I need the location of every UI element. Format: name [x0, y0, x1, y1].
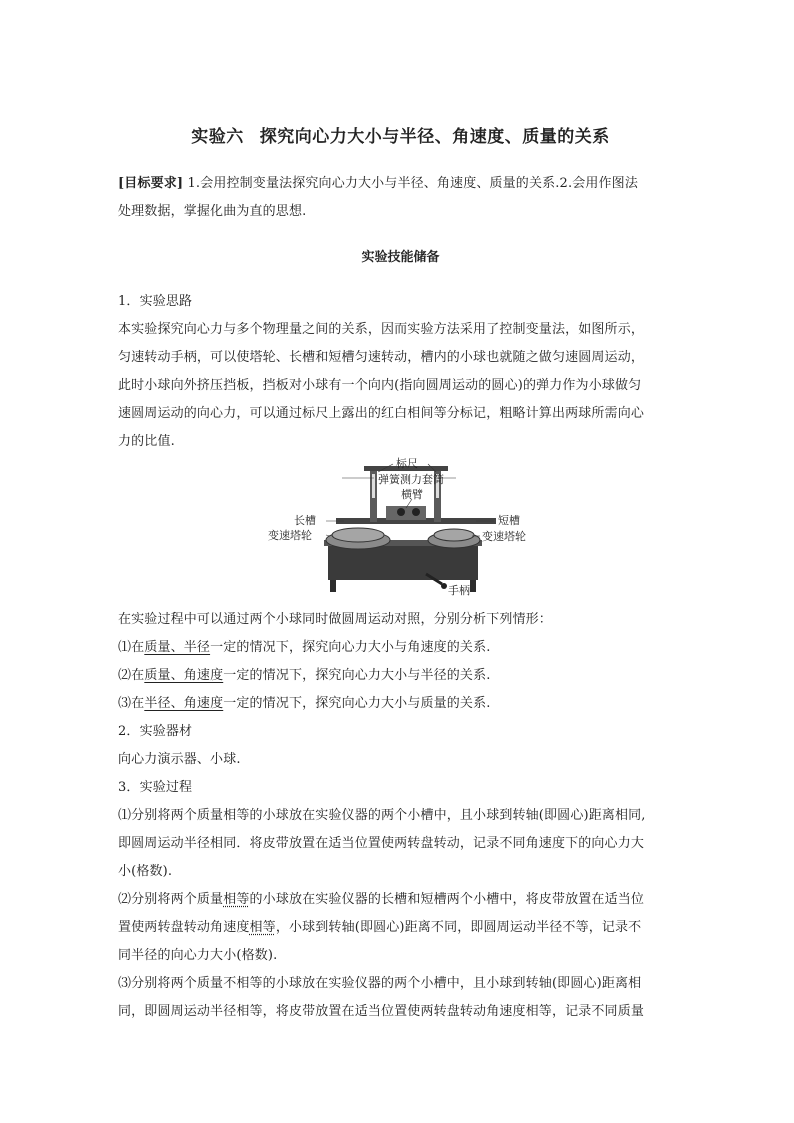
- step-1-line: 即圆周运动半径相同．将皮带放置在适当位置使两转盘转动，记录不同角速度下的向心力大: [118, 836, 645, 851]
- apparatus-illustration: [266, 456, 556, 602]
- section-2-text: 向心力演示器、小球.: [118, 752, 241, 767]
- base-leg: [330, 580, 336, 592]
- base-leg: [470, 580, 476, 592]
- section-1-line: 速圆周运动的向心力，可以通过标尺上露出的红白相间等分标记，粗略计算出两球所需向心: [118, 406, 645, 421]
- step-2-line-1: ⑵分别将两个质量相等的小球放在实验仪器的长槽和短槽两个小槽中，将皮带放置在适当位: [118, 892, 645, 907]
- objective-line-2: 处理数据，掌握化曲为直的思想.: [118, 204, 307, 219]
- case-2: ⑵在质量、角速度一定的情况下，探究向心力大小与半径的关系.: [118, 668, 491, 683]
- step-1-line: ⑴分别将两个质量相等的小球放在实验仪器的两个小槽中，且小球到转轴(即圆心)距离相同,: [118, 808, 646, 823]
- label-short-slot: 短槽: [498, 514, 520, 527]
- title-main: 探究向心力大小与半径、角速度、质量的关系: [259, 127, 610, 147]
- section-1-line: 力的比值.: [118, 434, 175, 449]
- label-ruler: 标尺: [396, 457, 418, 470]
- step-3-line: 同，即圆周运动半径相等，将皮带放置在适当位置使两转盘转动角速度相等，记录不同质量: [118, 1004, 645, 1019]
- label-long-wheel: 变速塔轮: [268, 529, 312, 542]
- section-2-heading: 2．实验器材: [118, 724, 193, 739]
- case-3: ⑶在半径、角速度一定的情况下，探究向心力大小与质量的关系.: [118, 696, 491, 711]
- step-1-line: 小(格数).: [118, 864, 173, 879]
- objective-block: [118, 170, 683, 226]
- section-title: 实验技能储备: [361, 250, 440, 265]
- section-1-line: 本实验探究向心力与多个物理量之间的关系，因而实验方法采用了控制变量法，如图所示，: [118, 322, 645, 337]
- objective-line-1: 1.会用控制变量法探究向心力大小与半径、角速度、质量的关系.2.会用作图法: [183, 176, 638, 191]
- title-prefix: 实验六: [191, 127, 244, 147]
- section-1-line: 匀速转动手柄，可以使塔轮、长槽和短槽匀速转动，槽内的小球也就随之做匀速圆周运动，: [118, 350, 645, 365]
- section-3-heading: 3．实验过程: [118, 780, 193, 795]
- apparatus-base: [328, 544, 478, 580]
- label-spring-sleeve: 弹簧测力套筒: [378, 473, 444, 486]
- section-1-line: 此时小球向外挤压挡板，挡板对小球有一个向内(指向圆周运动的圆心)的弹力作为小球做匀: [118, 378, 642, 393]
- step-2-line-3: 同半径的向心力大小(格数).: [118, 948, 278, 963]
- step-3-line: ⑶分别将两个质量不相等的小球放在实验仪器的两个小槽中，且小球到转轴(即圆心)距离相: [118, 976, 642, 991]
- cases-block: [118, 606, 683, 1026]
- label-short-wheel: 变速塔轮: [482, 530, 526, 543]
- centripetal-apparatus-figure: [266, 456, 556, 602]
- objective-label: [目标要求]: [118, 176, 184, 191]
- label-handle: 手柄: [448, 584, 470, 597]
- case-1: ⑴在质量、半径一定的情况下，探究向心力大小与角速度的关系.: [118, 640, 491, 655]
- crossarm: [386, 506, 426, 520]
- section-1-heading: 1．实验思路: [118, 294, 193, 309]
- page-title: [118, 122, 683, 147]
- step-2-line-2: 置使两转盘转动角速度相等，小球到转轴(即圆心)距离不同，即圆周运动半径不等，记录不: [118, 920, 642, 935]
- section-1: [118, 288, 683, 456]
- cases-intro: 在实验过程中可以通过两个小球同时做圆周运动对照，分别分析下列情形：: [118, 612, 552, 627]
- label-long-slot: 长槽: [294, 514, 316, 527]
- label-crossarm: 横臂: [401, 488, 423, 501]
